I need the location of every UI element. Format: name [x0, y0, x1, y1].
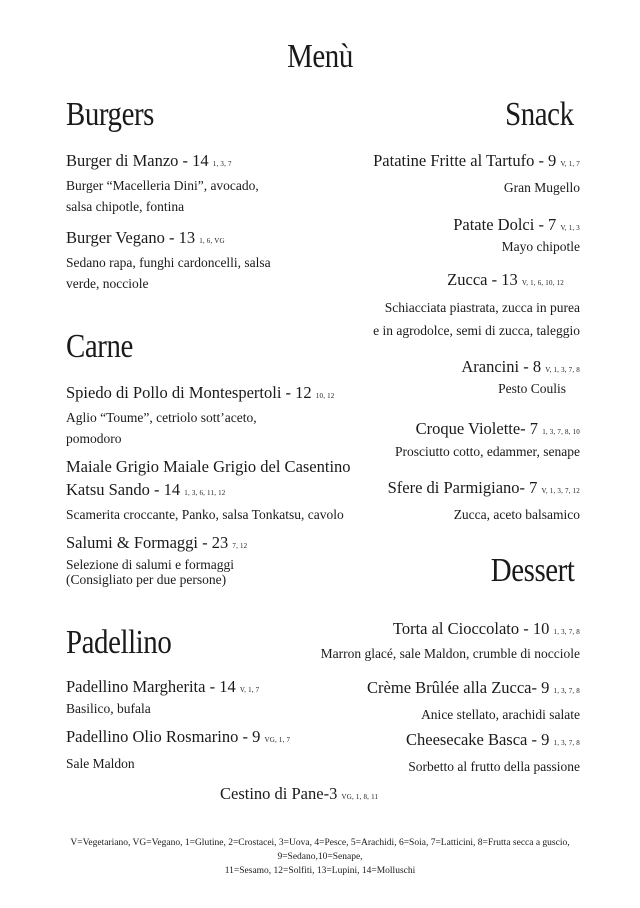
menu-item-sfere-parmigiano: [280, 477, 580, 526]
item-description: Prosciutto cotto, edammer, senape: [394, 444, 580, 459]
item-description: Schiacciata piastrata, zucca in purea: [384, 300, 580, 315]
section-dessert-heading: Dessert: [490, 552, 574, 589]
item-description: salsa chipotle, fontina: [66, 199, 185, 214]
item-description: Selezione di salumi e formaggi: [66, 557, 234, 572]
menu-item-cestino-pane: [220, 783, 480, 808]
allergen-legend: [40, 836, 600, 878]
item-description: Sedano rapa, funghi cardoncelli, salsa: [66, 255, 271, 270]
item-description: Zucca, aceto balsamico: [453, 507, 580, 522]
item-allergens: V, 1, 3: [560, 224, 580, 232]
menu-item-patate-dolci: [280, 214, 580, 255]
item-name: Patatine Fritte al Tartufo - 9: [373, 151, 557, 170]
item-allergens: 7, 12: [232, 542, 248, 550]
menu-item-arancini: [280, 356, 580, 397]
item-allergens: 1, 3, 7, 8: [553, 739, 580, 747]
item-allergens: V, 1, 3, 7, 12: [541, 487, 580, 495]
item-allergens: V, 1, 6, 10, 12: [521, 279, 564, 287]
item-description: Marron glacé, sale Maldon, crumble di nocciole: [320, 646, 580, 661]
item-name: Cheesecake Basca - 9: [405, 730, 550, 749]
page-title: Menù: [287, 38, 353, 75]
allergen-legend-line: 11=Sesamo, 12=Solfiti, 13=Lupini, 14=Molluschi: [224, 866, 416, 876]
item-allergens: 1, 6, VG: [199, 237, 225, 245]
menu-item-croque-violette: [280, 418, 580, 461]
item-allergens: 1, 3, 7, 8: [553, 628, 580, 636]
item-allergens: VG, 1, 8, 11: [341, 793, 379, 801]
item-allergens: V, 1, 3, 7, 8: [545, 366, 580, 374]
item-name: Burger di Manzo - 14: [66, 151, 209, 170]
item-name: Salumi & Formaggi - 23: [66, 533, 229, 552]
section-carne-heading: Carne: [66, 328, 133, 365]
menu-item-torta-cioccolato: [240, 618, 580, 664]
item-description: Mayo chipotle: [501, 239, 580, 254]
item-allergens: V, 1, 7: [239, 686, 260, 694]
allergen-legend-line: V=Vegetariano, VG=Vegano, 1=Glutine, 2=Crostacei, 3=Uova, 4=Pesce, 5=Arachidi, 6=Soia, 7=Latticini, 8=Frutta secca a guscio, 9=Sedano,10=Senape,: [70, 838, 570, 862]
item-allergens: 1, 3, 7, 8, 10: [542, 428, 580, 436]
item-name: Padellino Olio Rosmarino - 9: [66, 727, 261, 746]
item-name: Zucca - 13: [447, 270, 518, 289]
section-snack-heading: Snack: [505, 96, 574, 133]
item-allergens: 1, 3, 7, 8: [553, 687, 580, 695]
item-name: Spiedo di Pollo di Montespertoli - 12: [66, 383, 312, 402]
item-name: Maiale Grigio Maiale Grigio del Casentino: [66, 457, 351, 476]
section-burgers-heading: Burgers: [66, 96, 155, 133]
item-allergens: 1, 3, 7: [212, 160, 232, 168]
menu-item-patatine-tartufo: [280, 150, 580, 198]
item-description: e in agrodolce, semi di zucca, taleggio: [373, 323, 580, 338]
item-description: Scamerita croccante, Panko, salsa Tonkatsu, cavolo: [66, 507, 344, 522]
item-description: Basilico, bufala: [66, 701, 151, 716]
item-name: Arancini - 8: [461, 357, 542, 376]
item-description: Aglio “Toume”, cetriolo sott’aceto,: [66, 410, 257, 425]
item-description: (Consigliato per due persone): [66, 572, 227, 587]
item-allergens: V, 1, 7: [560, 160, 580, 168]
item-description: pomodoro: [66, 431, 122, 446]
menu-item-cheesecake-basca: [280, 729, 580, 777]
item-name: Crème Brûlée alla Zucca- 9: [367, 678, 550, 697]
item-name: Croque Violette- 7: [415, 419, 539, 438]
item-name: Padellino Margherita - 14: [66, 677, 236, 696]
item-description: verde, nocciole: [66, 276, 149, 291]
item-name: Torta al Cioccolato - 10: [392, 619, 550, 638]
item-description: Anice stellato, arachidi salate: [421, 707, 580, 722]
item-description: Sorbetto al frutto della passione: [408, 759, 580, 774]
item-description: Sale Maldon: [66, 756, 135, 771]
item-allergens: VG, 1, 7: [264, 736, 291, 744]
menu-item-creme-brulee: [280, 677, 580, 725]
item-allergens: 10, 12: [315, 392, 335, 400]
item-name: Burger Vegano - 13: [66, 228, 196, 247]
section-padellino-heading: Padellino: [66, 624, 172, 661]
item-name: Katsu Sando - 14: [66, 480, 181, 499]
item-description: Pesto Coulis: [498, 381, 566, 396]
item-description: Gran Mugello: [503, 180, 580, 195]
item-description: Burger “Macelleria Dini”, avocado,: [66, 178, 259, 193]
item-name: Cestino di Pane-3: [220, 784, 338, 803]
item-allergens: 1, 3, 6, 11, 12: [184, 489, 226, 497]
menu-item-zucca: [250, 269, 580, 342]
item-name: Patate Dolci - 7: [453, 215, 557, 234]
menu-item-salumi-formaggi: [66, 532, 356, 587]
item-name: Sfere di Parmigiano- 7: [387, 478, 538, 497]
